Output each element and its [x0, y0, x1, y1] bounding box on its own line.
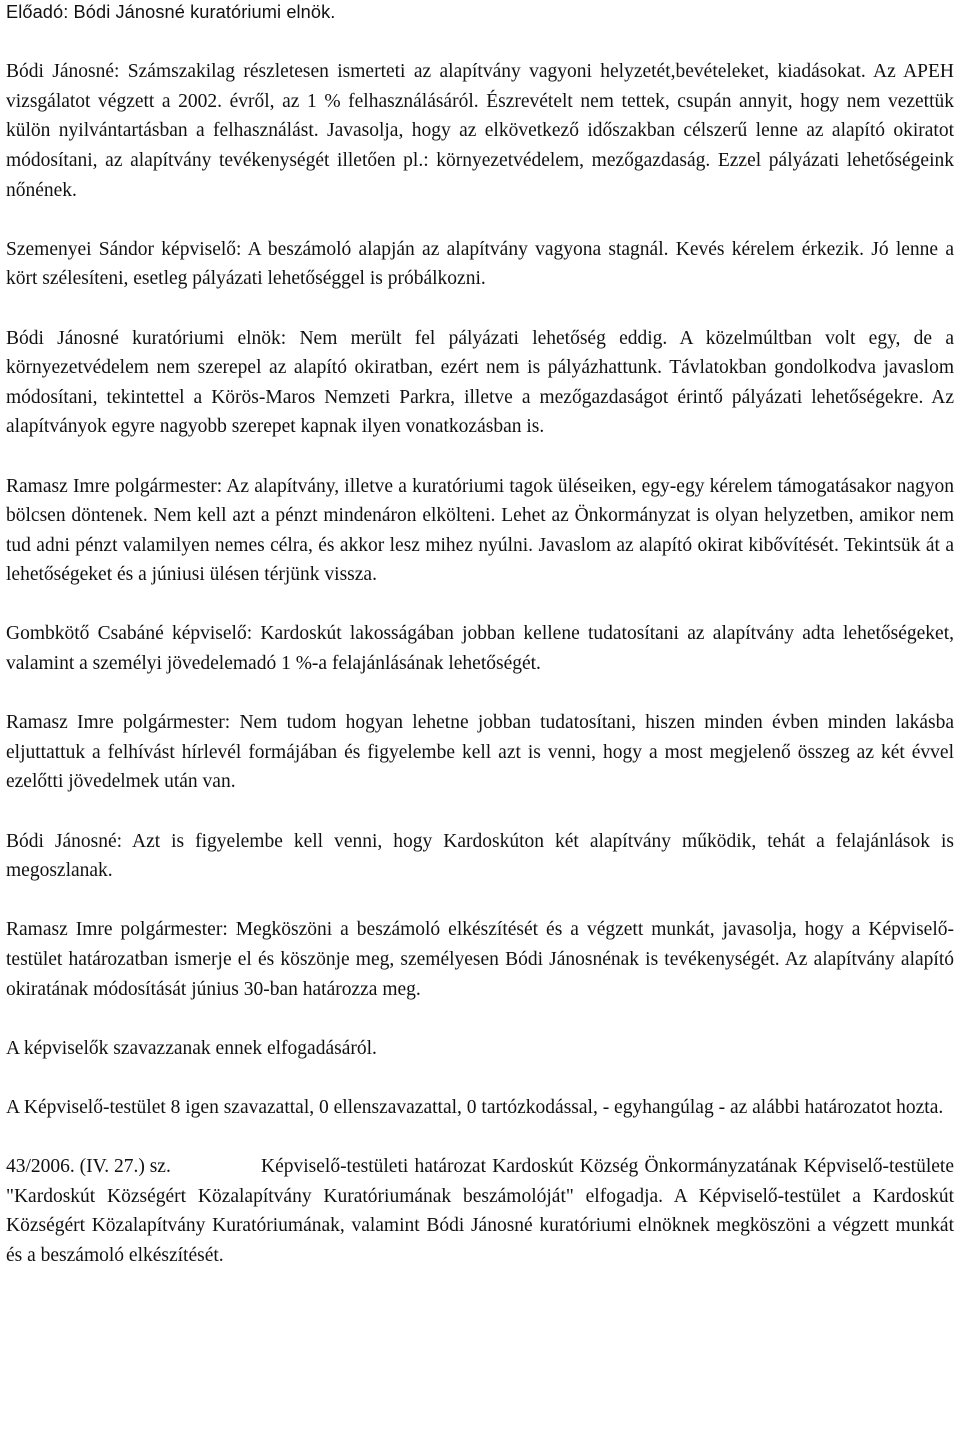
paragraph-gombkoto: Gombkötő Csabáné képviselő: Kardoskút lakosságában jobban kellene tudatosítani az alapítvány adta lehetőségeket, valamint a személyi jövedelemadó 1 %-a felajánlásának lehetőségét.	[6, 623, 954, 675]
paragraph-szemenyei: Szemenyei Sándor képviselő: A beszámoló alapján az alapítvány vagyona stagnál. Kevés kérelem érkezik. Jó lenne a kört szélesíteni, esetleg pályázati lehetőséggel is próbálkozni.	[6, 238, 954, 290]
paragraph-bodi-3: Bódi Jánosné: Azt is figyelembe kell venni, hogy Kardoskúton két alapítvány működik, tehát a felajánlások is megoszlanak.	[6, 830, 954, 882]
presenter-line: Előadó: Bódi Jánosné kuratóriumi elnök.	[6, 2, 336, 22]
paragraph-ramasz-1: Ramasz Imre polgármester: Az alapítvány, illetve a kuratóriumi tagok üléseiken, egy-egy kérelem támogatásakor nagyon bölcsen döntenek. Nem kell azt a pénzt mindenáron elkölteni. Lehet az Önkormányzat is olyan helyzetben, amikor nem tud adni pénzt valamilyen nemes célra, és akkor lesz mihez nyúlni. Javaslom az alapító okirat kibővítését. Tekintsük át a lehetőségeket és a júniusi ülésen térjünk vissza.	[6, 475, 954, 586]
paragraph-vote-call: A képviselők szavazzanak ennek elfogadásáról.	[6, 1037, 377, 1059]
paragraph-bodi-report: Bódi Jánosné: Számszakilag részletesen ismerteti az alapítvány vagyoni helyzetét,bevételeket, kiadásokat. Az APEH vizsgálatot végzett a 2002. évről, az 1 % felhasználásáról. Észrevételt nem tettek, csupán annyit, hogy nem vezettük külön nyilvántartásban a felhasználást. Javasolja, hogy az elkövetkező időszakban célszerű lenne az alapító okiratot módosítani, az alapítvány tevékenységét illetően pl.: környezetvédelem, mezőgazdaság. Ezzel pályázati lehetőségeink nőnének.	[6, 61, 954, 201]
paragraph-bodi-reply: Bódi Jánosné kuratóriumi elnök: Nem merült fel pályázati lehetőség eddig. A közelmúltban volt egy, de a környezetvédelem nem szerepel az alapító okiratban, ezért nem is pályázhattunk. Távlatokban gondolkodva javaslom módosítani, tekintettel a Körös-Maros Nemzeti Parkra, illetve a mezőgazdaságot érintő pályázati lehetőségekre. Az alapítványok egyre nagyobb szerepet kapnak ilyen vonatkozásban is.	[6, 327, 954, 438]
paragraph-ramasz-2: Ramasz Imre polgármester: Nem tudom hogyan lehetne jobban tudatosítani, hiszen minden évben minden lakásba eljuttattuk a felhívást hírlevél formájában és figyelembe kell azt is venni, hogy a most megjelenő összeg az két évvel ezelőtti jövedelmek után van.	[6, 712, 954, 793]
resolution-text: Képviselő-testületi határozat Kardoskút Község Önkormányzatának Képviselő-testülete "Kardoskút Községért Közalapítvány Kuratóriumának beszámolóját" elfogadja. A Képviselő-testület a Kardoskút Községért Közalapítvány Kuratóriumának, valamint Bódi Jánosné kuratóriumi elnöknek megköszöni a végzett munkát és a beszámoló elkészítését.	[6, 1156, 954, 1266]
paragraph-ramasz-3: Ramasz Imre polgármester: Megköszöni a beszámoló elkészítését és a végzett munkát, javasolja, hogy a Képviselő-testület határozatban ismerje el és köszönje meg, személyesen Bódi Jánosnénak is tevékenységét. Az alapítvány alapító okiratának módosítását június 30-ban határozza meg.	[6, 919, 954, 1000]
resolution-number: 43/2006. (IV. 27.) sz.	[6, 1156, 171, 1178]
paragraph-vote-result: A Képviselő-testület 8 igen szavazattal, 0 ellenszavazattal, 0 tartózkodással, - egyhangúlag - az alábbi határozatot hozta.	[6, 1096, 944, 1118]
resolution-block	[6, 1152, 954, 1270]
